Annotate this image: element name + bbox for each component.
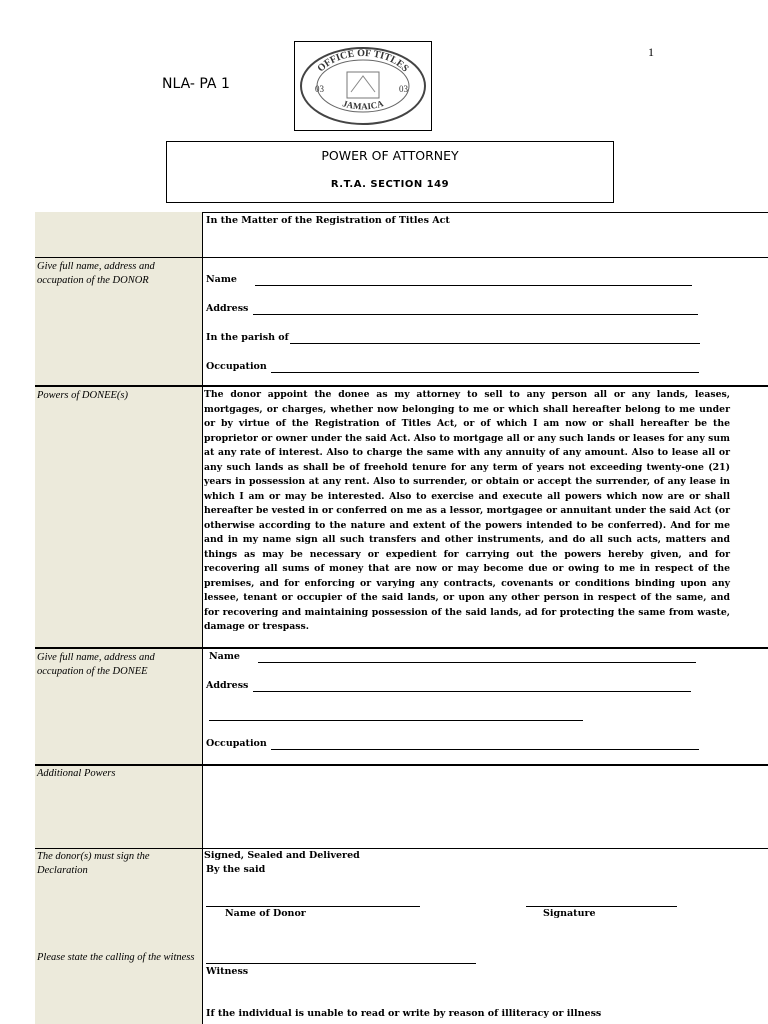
donor-address-field[interactable]	[253, 314, 698, 315]
donor-address-label: Address	[206, 303, 249, 314]
matter-heading: In the Matter of the Registration of Titles Act	[206, 215, 450, 226]
powers-text: The donor appoint the donee as my attorney to sell to any person all or any lands, leases, mortgages, or charges, whether now belonging to me or which shall hereafter belong to me under or by virtue of the Registration of Titles Act, or of which I am now or shall hereafter be the proprietor or owner under the said Act. Also to mortgage all or any such lands or leases for any sum at any rate of interest. Also to charge the same with any annuity of any amount. Also to lease all or any such lands as shall be of freehold tenure for any term of years not exceeding twenty-one (21) years in possession at any rent. Also to surrender, or obtain or accept the surrender, of any lease in which I am or may be interested. Also to exercise and execute all powers which now are or shall hereafter be vested in or conferred on me as a lessor, mortgagee or annuitant under the said Act (or otherwise according to the nature and extent of the powers intended to be conferred). And for me and in my name sign all such transfers and other instruments, and do all such acts, matters and things as may be necessary or expedient for carrying out the powers hereby given, and for recovering all sums of money that are now or may become due or owing to me in respect of the premises, and for enforcing or varying any contracts, covenants or conditions binding upon any lessee, tenant or occupier of the said lands, or upon any other person in respect of the same, and for recovering and maintaining possession of the said lands, ad for protecting the same from waste, damage or trespass.	[204, 389, 730, 632]
svg-text:OFFICE OF TITLES	[316, 48, 411, 75]
office-of-titles-seal	[294, 41, 432, 131]
row-divider	[35, 257, 768, 258]
by-the-said: By the said	[206, 864, 266, 875]
form-code: NLA- PA 1	[162, 76, 230, 92]
title-box	[166, 141, 614, 203]
label-column	[35, 212, 203, 1024]
additional-powers-field[interactable]	[204, 768, 768, 846]
page-number: 1	[648, 45, 654, 59]
donee-address-field[interactable]	[253, 691, 691, 692]
donor-name-field[interactable]	[255, 285, 692, 286]
donee-name-field[interactable]	[258, 662, 696, 663]
seal-graphic	[295, 42, 431, 130]
donee-name-label: Name	[209, 651, 240, 662]
row-divider	[35, 647, 768, 649]
svg-text:JAMAICA	[341, 98, 385, 111]
additional-powers-label: Additional Powers	[37, 768, 116, 779]
donor-label: Give full name, address and occupation of the DONOR	[37, 261, 155, 286]
donor-occupation-field[interactable]	[271, 372, 699, 373]
donee-address-line-2[interactable]	[209, 720, 583, 721]
donee-label: Give full name, address and occupation of the DONEE	[37, 652, 155, 677]
powers-label: Powers of DONEE(s)	[37, 390, 128, 401]
seal-bottom-text: JAMAICA	[341, 98, 385, 112]
declaration-label: The donor(s) must sign the Declaration	[37, 851, 150, 876]
row-divider	[35, 764, 768, 766]
donor-occupation-label: Occupation	[206, 361, 267, 372]
donor-name-label: Name	[206, 274, 237, 285]
donee-occupation-field[interactable]	[271, 749, 699, 750]
witness-calling-label: Please state the calling of the witness	[37, 952, 195, 963]
seal-top-text: OFFICE OF TITLES	[315, 47, 411, 75]
donee-address-label: Address	[206, 680, 249, 691]
donor-parish-field[interactable]	[290, 343, 700, 344]
signed-sealed-delivered: Signed, Sealed and Delivered	[204, 850, 360, 861]
witness-caption: Witness	[206, 966, 249, 977]
name-of-donor-caption: Name of Donor	[225, 908, 306, 919]
document-subtitle: R.T.A. SECTION 149	[330, 179, 450, 190]
seal-right-number: 03	[399, 84, 408, 94]
donee-occupation-label: Occupation	[206, 738, 267, 749]
donor-signature-line[interactable]	[526, 906, 677, 907]
illiteracy-note: If the individual is unable to read or write by reason of illiteracy or illness	[206, 1008, 602, 1019]
row-divider	[35, 385, 768, 387]
witness-signature-line[interactable]	[206, 963, 476, 964]
signature-caption: Signature	[543, 908, 596, 919]
document-title: POWER OF ATTORNEY	[321, 148, 459, 163]
seal-left-number: 03	[315, 84, 324, 94]
donor-name-signature-line[interactable]	[206, 906, 420, 907]
donor-parish-label: In the parish of	[206, 332, 289, 343]
row-divider	[35, 848, 768, 849]
